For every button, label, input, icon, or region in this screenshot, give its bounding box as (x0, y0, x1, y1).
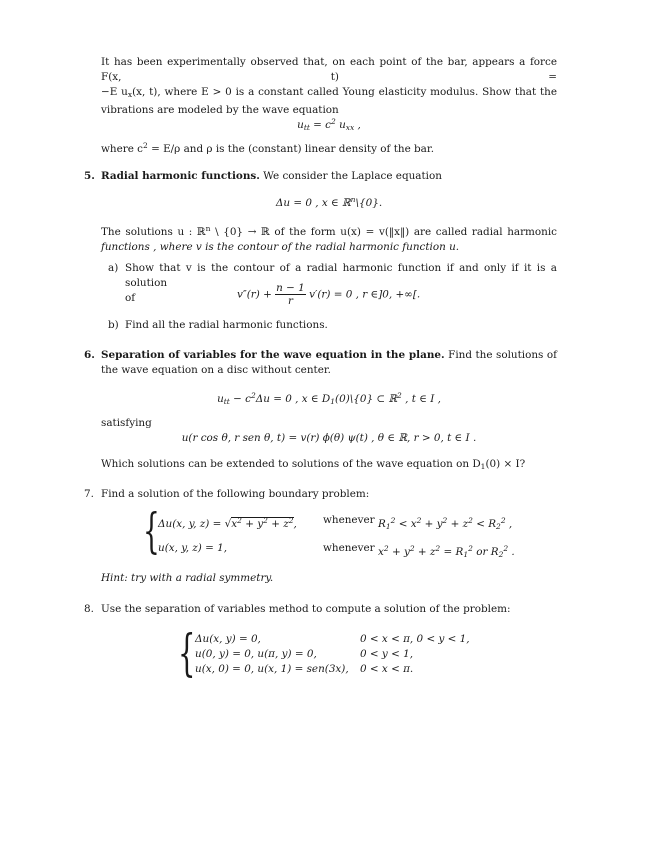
problem-7-row-1-tail: , (293, 518, 297, 530)
problem-8-brace: { (178, 624, 196, 682)
problem-7-row-2-cond-word: whenever (323, 542, 375, 554)
problem-6-line-1 (101, 348, 557, 363)
problem-8-row-3-left: u(x, 0) = 0, u(x, 1) = sen(3x), (195, 663, 349, 675)
problem-5-text-1: The solutions u : ℝ$^n$ \ {0} → ℝ of the form u(x) = v(‖x‖) are called radial harmonic (101, 224, 557, 238)
problem-8-row-2-right: 0 < y < 1, (360, 648, 414, 660)
problem-5a-label: a) (108, 262, 119, 274)
problem-7-row-1-cond: $R_1^2 < x^2 + y^2 + z^2 < R_2^2$ , (378, 516, 513, 531)
problem-8-row-2-left: u(0, y) = 0, u(π, y) = 0, (195, 648, 317, 660)
problem-5b-text: Find all the radial harmonic functions. (125, 319, 328, 331)
problem-8-number: 8. (84, 603, 94, 615)
problem-5-lead: We consider the Laplace equation (263, 170, 442, 182)
radial-ode-left: v″(r) + (237, 288, 272, 301)
problem-8-row-3-right: 0 < x < π. (360, 663, 414, 675)
problem-6-title-rest: Find the solutions of (448, 349, 557, 361)
problem-6-number: 6. (84, 349, 95, 361)
intro-paragraph (101, 55, 557, 118)
intro-line-3: vibrations are modeled by the wave equation (101, 103, 339, 116)
problem-7-row-2-left: u(x, y, z) = 1, (158, 542, 228, 554)
problem-5-text-2: functions , where v is the contour of the radial harmonic function u. (101, 241, 460, 254)
intro-line-1: It has been experimentally observed that, on each point of the bar, appears a force F(x, t) = (101, 56, 557, 84)
intro-after: where $c^2 = E/\rho$ and ρ is the (constant) linear density of the bar. (101, 141, 434, 155)
laplace-equation: Δu = 0 , x ∈ ℝ$^n$\{0}. (275, 195, 383, 209)
problem-7-sqrt: $x^2 + y^2 + z^2$ (231, 516, 294, 530)
wave-equation: $u_{tt} = c^2$ $u_{xx}$ , (297, 117, 361, 132)
problem-8-text: Use the separation of variables method to compute a solution of the problem: (101, 603, 511, 615)
problem-5-text (101, 221, 557, 255)
problem-5a-text-2: of (125, 292, 136, 305)
wave-equation-plane: $u_{tt} - c^2\Delta u = 0$ , x ∈ $D_1(0)\backslash\{0\}$ ⊂ ℝ$^2$ , t ∈ I , (217, 391, 441, 406)
problem-6-line-2: the wave equation on a disc without center. (101, 364, 331, 377)
problem-5-number: 5. (84, 170, 95, 182)
problem-6-heading (101, 348, 557, 378)
problem-7-hint: Hint: try with a radial symmetry. (101, 572, 274, 584)
fraction-numerator: n − 1 (276, 282, 305, 294)
problem-5-title: Radial harmonic functions. (101, 170, 260, 182)
intro-line-2: −E $u_x(x$, t), where E > 0 is a constant called Young elasticity modulus. Show that the (101, 86, 557, 100)
problem-6-title: Separation of variables for the wave equation in the plane. (101, 349, 445, 361)
satisfying-label: satisfying (101, 417, 152, 429)
problem-7-row-2-cond: $x^2 + y^2 + z^2 = R_1^2$ or $R_2^2$ . (378, 544, 515, 559)
problem-7-row-1-cond-word: whenever (323, 514, 375, 526)
radial-ode (237, 282, 420, 307)
problem-5b-label: b) (108, 319, 119, 331)
problem-7-number: 7. (84, 488, 94, 500)
radial-ode-right: v′(r) = 0 , r ∈]0, +∞[. (309, 288, 421, 301)
problem-5a-text-1: Show that v is the contour of a radial harmonic function if and only if it is a solution (125, 262, 557, 290)
fraction-denominator: r (287, 295, 293, 307)
problem-7-brace: { (143, 503, 160, 559)
problem-7-text: Find a solution of the following boundary problem: (101, 488, 370, 500)
problem-7-row-1: Δu(x, y, $z) = √x^2 + y^2 + z^2$, (158, 516, 297, 530)
problem-8-row-1-left: Δu(x, y) = 0, (195, 633, 261, 645)
problem-7-row-1-left: Δu(x, y, z) = (158, 518, 222, 530)
radial-ode-fraction (275, 282, 306, 307)
problem-8-row-1-right: 0 < x < π, 0 < y < 1, (360, 633, 470, 645)
separation-ansatz: u(r cos θ, r sen θ, t) = v(r) ϕ(θ) ψ(t) , θ ∈ ℝ, r > 0, t ∈ I . (181, 432, 477, 444)
problem-5-heading (101, 169, 557, 184)
problem-6-question: Which solutions can be extended to solutions of the wave equation on $D_1(0) \times I$? (101, 458, 526, 471)
